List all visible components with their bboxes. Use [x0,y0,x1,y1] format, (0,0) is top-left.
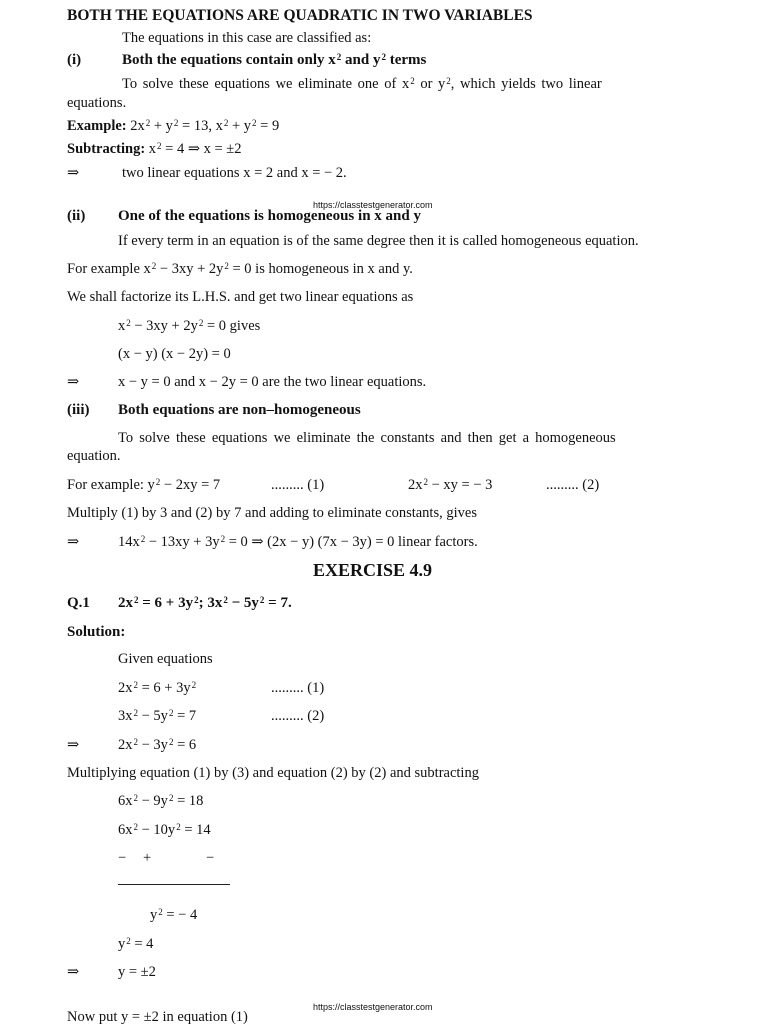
case2-factorize-text: We shall factorize its L.H.S. and get two linear equations as [67,289,414,305]
case3-number: (iii) [67,402,90,418]
implies-symbol: ⇒ [67,737,80,753]
case2-heading: One of the equations is homogeneous in x and y [118,208,421,224]
case2-paragraph: If every term in an equation is of the same degree then it is called homogeneous equation. [118,233,639,249]
implies-symbol: ⇒ [67,534,80,550]
implies-symbol: ⇒ [67,165,80,181]
case2-equation: $x^2 - 3xy + 2y^2 = 0$ gives [118,318,261,334]
case2-example: For example $x^2 - 3xy + 2y^2 = 0$ is homogeneous in x and y. [67,261,413,277]
result-equation-3: y = ±2 [118,964,156,980]
intro-text: The equations in this case are classified as: [122,30,372,46]
derived-equation: $2x^2 - 3y^2 = 6$ [118,737,197,753]
result-equation-2: $y^2 = 4$ [118,936,154,952]
case2-number: (ii) [67,208,86,224]
exercise-title: EXERCISE 4.9 [313,560,433,580]
case3-heading: Both equations are non–homogeneous [118,402,361,418]
result-equation-1: $y^2$ = − 4 [150,907,198,923]
given-equation-2: $3x^2 - 5y^2 = 7$ [118,708,197,724]
case3-result: $14x^2 - 13xy + 3y^2 = 0$ ⇒ (2x − y) (7x − 3y) = 0 linear factors. [118,534,478,550]
equation-number-1: ......... (1) [271,680,325,696]
multiplied-equation-1: $6x^2 - 9y^2 = 18$ [118,793,204,809]
case1-example: Example: $2x^2 + y^2 = 13$, $x^2 + y^2 = 9$ [67,118,280,134]
watermark-url: https://classtestgenerator.com [313,1002,433,1012]
case1-number: (i) [67,52,82,68]
case3-multiply-text: Multiply (1) by 3 and (2) by 7 and adding to eliminate constants, gives [67,505,477,521]
case1-heading: Both the equations contain only $x^2$ and $y^2$ terms [122,52,427,68]
subtraction-rule [118,884,230,885]
question-number: Q.1 [67,595,90,611]
case3-example-2: $2x^2$ − xy = − 3 [408,477,493,493]
case3-paragraph: To solve these equations we eliminate the constants and then get a homogeneous [118,430,616,446]
case2-factors: (x − y) (x − 2y) = 0 [118,346,231,362]
sign-minus: − [118,850,127,866]
equation-number-1: ......... (1) [271,477,325,493]
implies-symbol: ⇒ [67,374,80,390]
page-title: BOTH THE EQUATIONS ARE QUADRATIC IN TWO VARIABLES [67,7,533,24]
equation-number-2: ......... (2) [271,708,325,724]
case1-conclusion: two linear equations x = 2 and x = − 2. [122,165,347,181]
case1-paragraph-end: equations. [67,95,127,111]
solution-heading: Solution: [67,624,126,640]
sign-plus: + [143,850,152,866]
case1-paragraph: To solve these equations we eliminate one of $x^2$ or $y^2$, which yields two linear [122,76,602,92]
equation-number-2: ......... (2) [546,477,600,493]
case3-example: For example: $y^2 - 2xy = 7$ [67,477,221,493]
given-equation-1: $2x^2 = 6 + 3y^2$ [118,680,197,696]
case3-paragraph-end: equation. [67,448,121,464]
case1-subtracting: Subtracting: $x^2 = 4$ ⇒ x = ±2 [67,141,242,157]
multiplied-equation-2: $6x^2 - 10y^2 = 14$ [118,822,211,838]
next-step-text: Now put y = ±2 in equation (1) [67,1009,248,1025]
watermark-url: https://classtestgenerator.com [313,200,433,210]
case2-conclusion: x − y = 0 and x − 2y = 0 are the two linear equations. [118,374,427,390]
question-text: $2x^2 = 6 + 3y^2$; $3x^2 - 5y^2 = 7$. [118,595,292,611]
given-equations-label: Given equations [118,651,213,667]
implies-symbol: ⇒ [67,964,80,980]
multiply-text: Multiplying equation (1) by (3) and equation (2) by (2) and subtracting [67,765,479,781]
sign-minus: − [206,850,215,866]
